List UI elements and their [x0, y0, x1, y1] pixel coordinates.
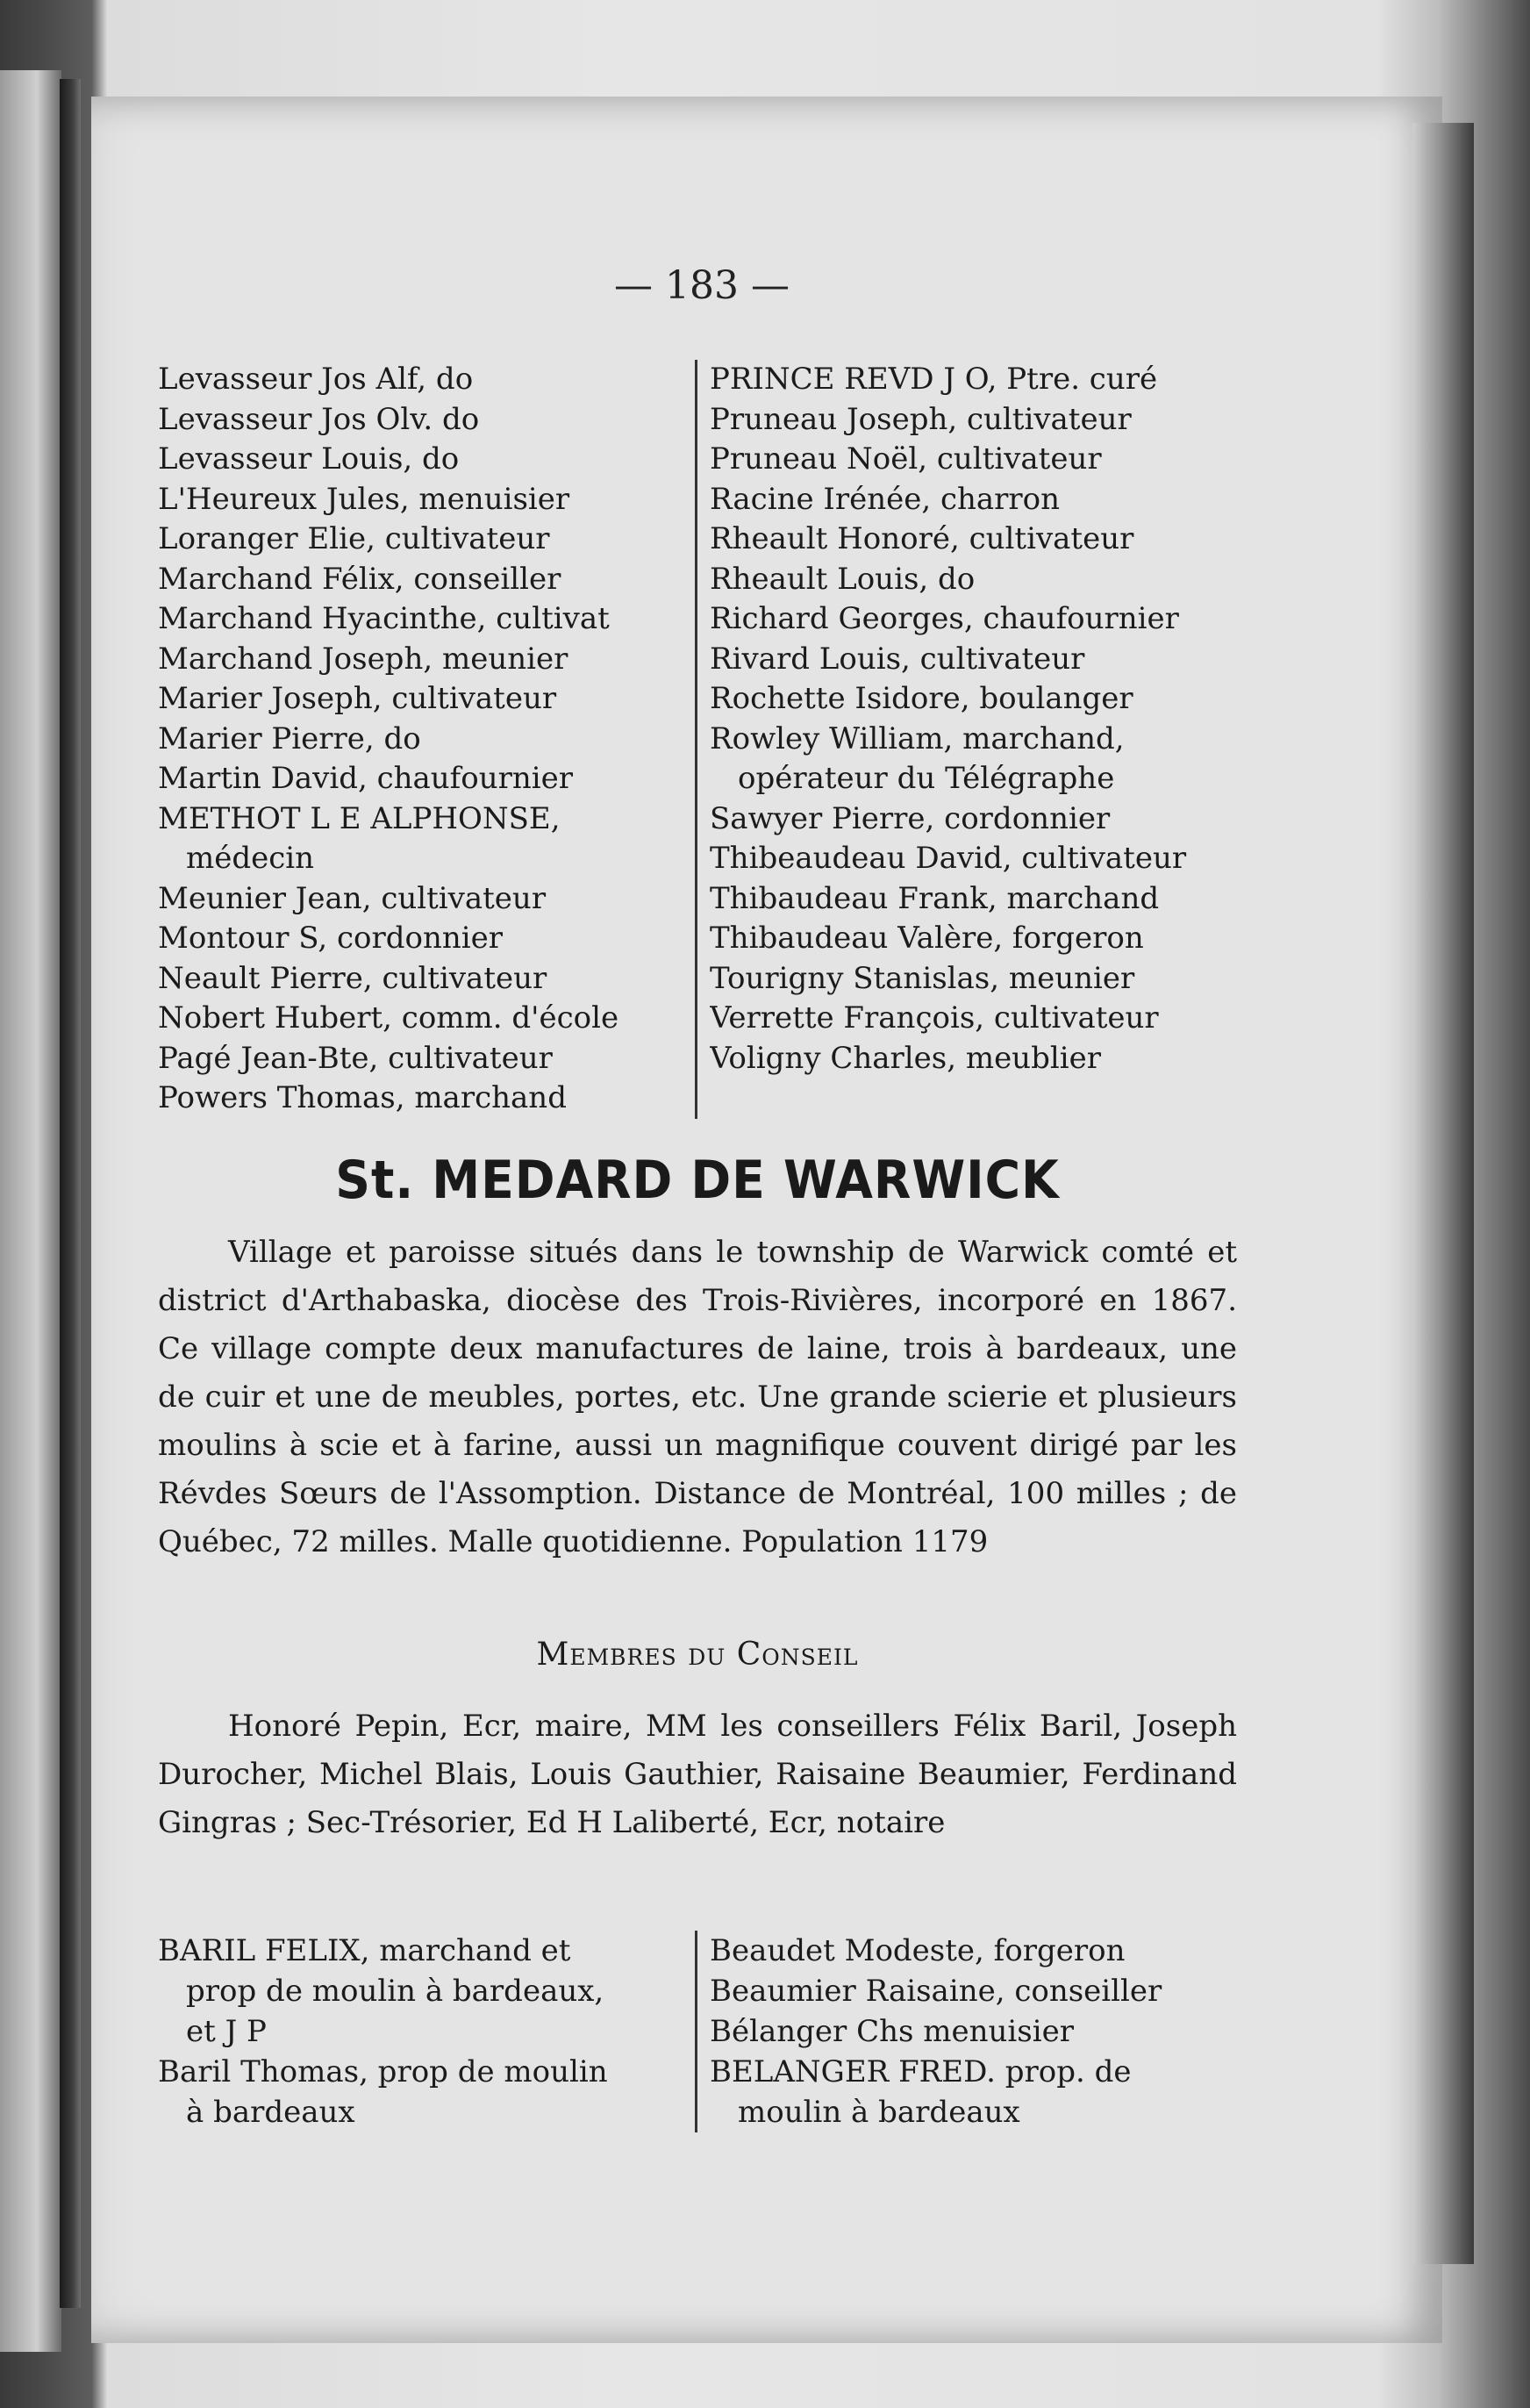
- directory-entry: Marchand Joseph, meunier: [158, 641, 568, 677]
- directory-entry: Rheault Louis, do: [710, 561, 976, 597]
- directory-entry: BELANGER FRED. prop. de: [710, 2054, 1132, 2089]
- directory-entry: à bardeaux: [186, 2095, 355, 2130]
- directory-column-left: [158, 360, 695, 1119]
- directory-entry: Neault Pierre, cultivateur: [158, 960, 547, 996]
- directory-entry: opérateur du Télégraphe: [738, 761, 1115, 796]
- directory-entry: Levasseur Jos Alf, do: [158, 362, 474, 397]
- directory-entry: BARIL FELIX, marchand et: [158, 1933, 571, 1968]
- directory-entry: METHOT L E ALPHONSE,: [158, 800, 561, 836]
- village-description: [158, 1229, 1237, 1566]
- page-stack-edge: [1412, 123, 1474, 2264]
- directory-entry: et J P: [186, 2014, 267, 2049]
- council-members: [158, 1702, 1237, 1847]
- council-heading: Membres du Conseil: [536, 1637, 859, 1673]
- directory-entry: Levasseur Jos Olv. do: [158, 401, 480, 437]
- directory-entry: Racine Irénée, charron: [710, 481, 1061, 517]
- directory-entry: Levasseur Louis, do: [158, 441, 460, 477]
- directory-entry: Baril Thomas, prop de moulin: [158, 2054, 608, 2089]
- directory-column-left: [158, 1931, 695, 2132]
- directory-entry: Thibaudeau Frank, marchand: [710, 880, 1160, 916]
- directory-entry: Thibeaudeau David, cultivateur: [710, 841, 1187, 876]
- description-paragraph: Village et paroisse situés dans le township de Warwick comté et district d'Arthabaska, diocèse des Trois-Rivières, incorporé en 1867. Ce village compte deux manufactures de laine, trois à bardeaux, une de cuir et une de meubles, portes, etc. Une grande scierie et plusieurs moulins à scie et à farine, aussi un magnifique couvent dirigé par les Révdes Sœurs de l'Assomption. Distance de Montréal, 100 milles ; de Québec, 72 milles. Malle quotidienne. Population 1179: [158, 1235, 1237, 1559]
- directory-columns-top: [158, 360, 1237, 1119]
- directory-entry: Verrette François, cultivateur: [710, 1000, 1159, 1036]
- directory-columns-bottom: [158, 1931, 1237, 2132]
- directory-entry: médecin: [186, 841, 315, 876]
- directory-entry: Martin David, chaufournier: [158, 761, 574, 796]
- directory-entry: Pruneau Joseph, cultivateur: [710, 401, 1132, 437]
- directory-entry: Voligny Charles, meublier: [710, 1040, 1101, 1076]
- directory-entry: Rheault Honoré, cultivateur: [710, 521, 1134, 556]
- directory-entry: Meunier Jean, cultivateur: [158, 880, 547, 916]
- section-heading: St. MEDARD DE WARWICK: [335, 1150, 1060, 1211]
- directory-entry: Rivard Louis, cultivateur: [710, 641, 1085, 677]
- directory-entry: Sawyer Pierre, cordonnier: [710, 800, 1111, 836]
- directory-entry: prop de moulin à bardeaux,: [186, 1974, 604, 2009]
- directory-entry: Rowley William, marchand,: [710, 720, 1125, 756]
- directory-entry: Marchand Hyacinthe, cultivat: [158, 601, 610, 636]
- directory-entry: Thibaudeau Valère, forgeron: [710, 921, 1144, 956]
- directory-entry: L'Heureux Jules, menuisier: [158, 481, 570, 517]
- directory-entry: moulin à bardeaux: [738, 2095, 1020, 2130]
- directory-entry: Beaumier Raisaine, conseiller: [710, 1974, 1162, 2009]
- book-spine-shadow: [60, 79, 81, 2308]
- directory-entry: Richard Georges, chaufournier: [710, 601, 1179, 636]
- directory-entry: Bélanger Chs menuisier: [710, 2014, 1074, 2049]
- page-number: — 183 —: [614, 263, 790, 308]
- directory-entry: PRINCE REVD J O, Ptre. curé: [710, 362, 1158, 397]
- directory-column-right: [695, 360, 1236, 1119]
- directory-entry: Loranger Elie, cultivateur: [158, 521, 550, 556]
- council-paragraph: Honoré Pepin, Ecr, maire, MM les conseillers Félix Baril, Joseph Durocher, Michel Blais, Louis Gauthier, Raisaine Beaumier, Ferdinand Gingras ; Sec-Trésorier, Ed H Laliberté, Ecr, notaire: [158, 1709, 1237, 1840]
- directory-column-right: [695, 1931, 1236, 2132]
- directory-entry: Montour S, cordonnier: [158, 921, 504, 956]
- directory-entry: Nobert Hubert, comm. d'école: [158, 1000, 619, 1036]
- directory-entry: Pruneau Noël, cultivateur: [710, 441, 1102, 477]
- directory-entry: Marchand Félix, conseiller: [158, 561, 561, 597]
- directory-entry: Pagé Jean-Bte, cultivateur: [158, 1040, 553, 1076]
- directory-entry: Beaudet Modeste, forgeron: [710, 1933, 1126, 1968]
- directory-entry: Tourigny Stanislas, meunier: [710, 960, 1135, 996]
- directory-entry: Rochette Isidore, boulanger: [710, 681, 1133, 716]
- directory-entry: Marier Pierre, do: [158, 720, 421, 756]
- directory-entry: Powers Thomas, marchand: [158, 1080, 567, 1115]
- directory-entry: Marier Joseph, cultivateur: [158, 681, 557, 716]
- facing-page-edge: [0, 70, 61, 2352]
